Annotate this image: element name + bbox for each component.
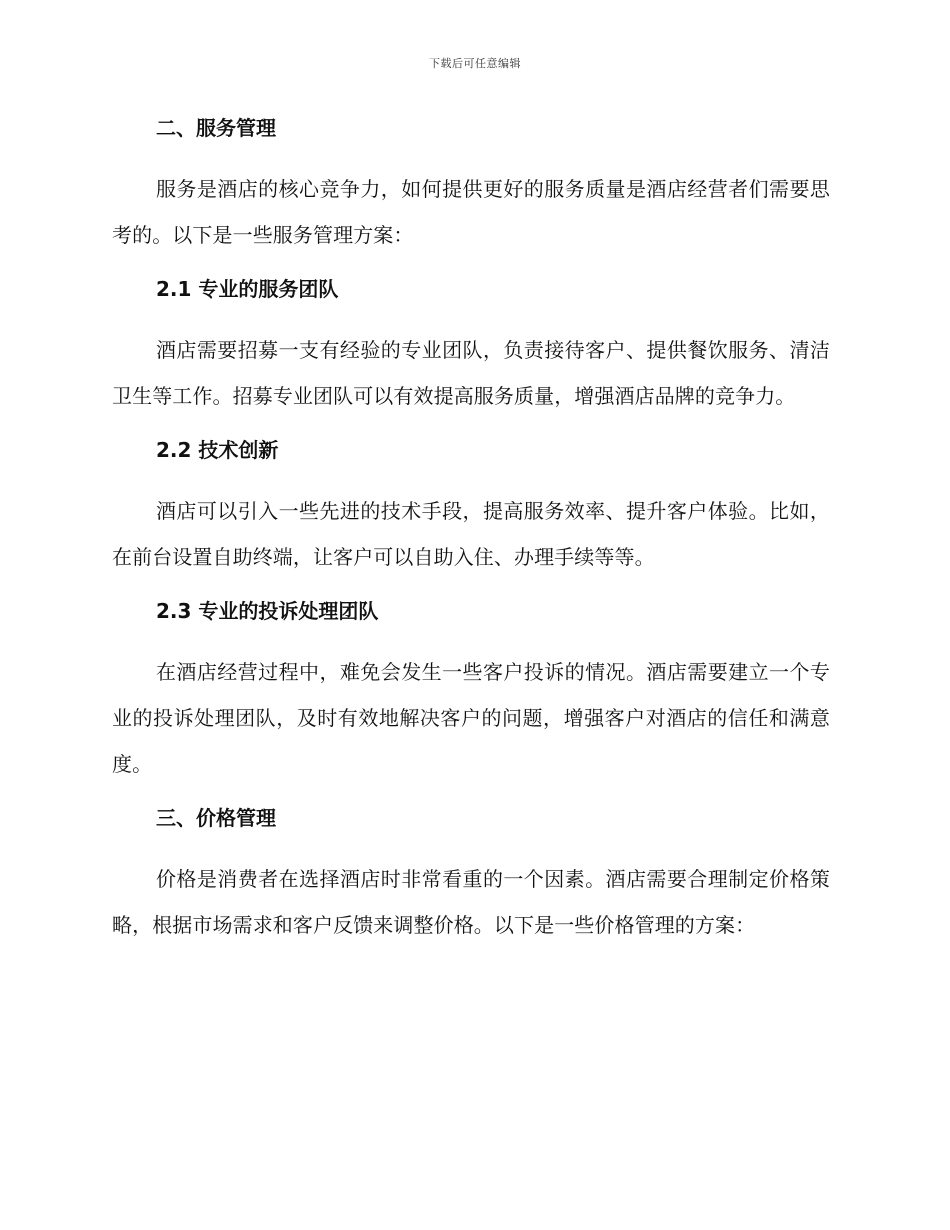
paragraph-service-management: 服务是酒店的核心竞争力，如何提供更好的服务质量是酒店经营者们需要思考的。以下是一些服务管理方案： — [112, 177, 830, 247]
paragraph-professional-team: 酒店需要招募一支有经验的专业团队，负责接待客户、提供餐饮服务、清洁卫生等工作。招募专业团队可以有效提高服务质量，增强酒店品牌的竞争力。 — [112, 338, 830, 408]
paragraph-price-management: 价格是消费者在选择酒店时非常看重的一个因素。酒店需要合理制定价格策略，根据市场需求和客户反馈来调整价格。以下是一些价格管理的方案： — [112, 867, 830, 937]
section-heading-complaint-team: 2.3 专业的投诉处理团队 — [156, 599, 379, 623]
paragraph-tech-innovation: 酒店可以引入一些先进的技术手段，提高服务效率、提升客户体验。比如，在前台设置自助终端，让客户可以自助入住、办理手续等等。 — [112, 499, 830, 569]
section-heading-professional-team: 2.1 专业的服务团队 — [156, 277, 339, 301]
section-heading-service-management: 二、服务管理 — [156, 116, 276, 140]
section-heading-tech-innovation: 2.2 技术创新 — [156, 438, 279, 462]
paragraph-complaint-team: 在酒店经营过程中，难免会发生一些客户投诉的情况。酒店需要建立一个专业的投诉处理团队，及时有效地解决客户的问题，增强客户对酒店的信任和满意度。 — [112, 660, 830, 776]
header-note: 下载后可任意编辑 — [429, 57, 521, 70]
document-body — [112, 108, 830, 959]
section-heading-price-management: 三、价格管理 — [156, 806, 276, 830]
